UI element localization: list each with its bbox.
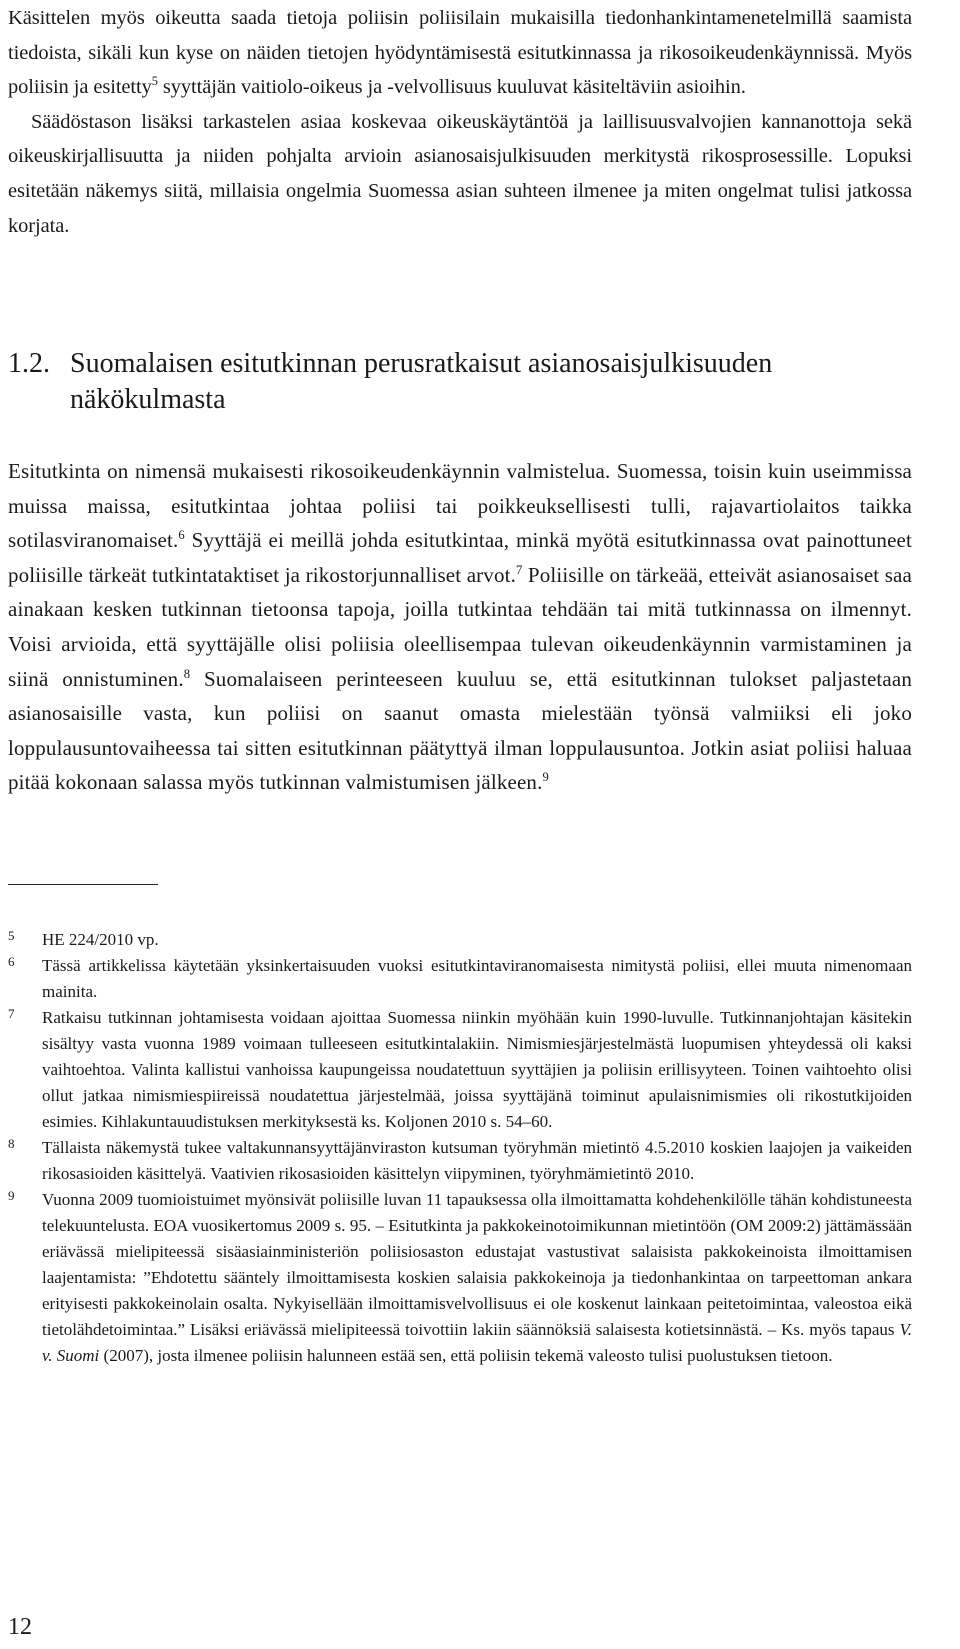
section-title: Suomalaisen esitutkinnan perusratkaisut asianosaisjulkisuuden näkökulmasta (70, 348, 773, 415)
footnote-number: 5 (8, 928, 15, 943)
section-paragraph: Esitutkinta on nimensä mukaisesti rikosoikeudenkäynnin valmistelua. Suomessa, toisin kuin useimmissa muissa maissa, esitutkintaa johtaa poliisi tai poikkeuksellisesti tulli, rajavartiolaitos taikka sotilasviranomaiset.$^6$ Syyttäjä ei meillä johda esitutkintaa, minkä myötä esitutkinnassa ovat painottuneet poliisille tärkeät tutkintataktiset ja rikostorjunnalliset arvot.$^7$ Poliisille on tärkeää, etteivät asianosaiset saa ainakaan kesken tutkinnan tietoonsa tapoja, joilla tutkintaa tehdään tai mitä tutkinnassa on ilmennyt. Voisi arvioida, että syyttäjälle olisi poliisia oleellisempaa tulevan oikeudenkäynnin varmistaminen ja siinä onnistuminen.$^8$ Suomalaiseen perinteeseen kuuluu se, että esitutkinnan tulokset paljastetaan asianosaisille vasta, kun poliisi on saanut omasta mielestään työnsä valmiiksi eli joko loppulausuntovaiheessa tai sitten esitutkinnan päätyttyä ilman loppulausuntoa. Jotkin asiat poliisi haluaa pitää kokonaan salassa myös tutkinnan valmistumisen jälkeen.$^9$ (8, 459, 913, 795)
footnote-ref-6[interactable]: 6 (178, 528, 185, 542)
intro-paragraph-1: Käsittelen myös oikeutta saada tietoja poliisin poliisilain mukaisilla tiedonhankintamenetelmillä saamista tiedoista, sikäli kun kyse on näiden tietojen hyödyntämisestä esitutkinnassa ja rikosoikeudenkäynnissä. Myös poliisin ja esitetty$^5$ syyttäjän vaitiolo-oikeus ja -velvollisuus kuuluvat käsiteltäviin asioihin. (8, 7, 912, 99)
footnote-ref-5[interactable]: 5 (151, 74, 158, 89)
footnote-number: 8 (8, 1136, 15, 1151)
intro-text (8, 1, 912, 243)
footnote-number: 7 (8, 1006, 15, 1021)
footnote-text: Ratkaisu tutkinnan johtamisesta voidaan ajoittaa Suomessa niinkin myöhään kuin 1990-luvulle. Tutkinnanjohtajan käsitekin sisältyy vasta vuonna 1989 voimaan tulleeseen esitutkintalakiin. Nimismiesjärjestelmästä luopumisen yhteydessä oli kaksi vaihtoehtoa. Valinta kallistui vanhoissa kaupungeissa noudatettuun syyttäjien ja poliisin erillisyyteen. Toinen vaihtoehto olisi ollut jatkaa nimismiespiireissä noudatettua järjestelmää, joissa syyttäjänä toiminut apulaisnimismies oli rikostutkijoiden esimies. Kihlakuntauudistuksen merkityksestä ks. Koljonen 2010 s. 54–60. (42, 1008, 912, 1131)
page-number: 12 (8, 1614, 32, 1640)
footnote-6 (8, 953, 912, 1005)
footnote-ref-9[interactable]: 9 (542, 770, 549, 785)
footnote-ref-8[interactable]: 8 (183, 666, 191, 681)
footnote-text: Vuonna 2009 tuomioistuimet myönsivät poliisille luvan 11 tapauksessa olla ilmoittamatta kohdehenkilölle tähän kohdistuneesta telekuuntelusta. EOA vuosikertomus 2009 s. 95. – Esitutkinta ja pakkokeinotoimikunnan mietintöön (OM 2009:2) jättämässään eriävässä mielipiteessä sisäasiainministeriön poliisiosaston edustajat vastustivat salaisista pakkokeinoista ilmoittamisen laajentamista: ”Ehdotettu sääntely ilmoittamisesta koskien salaisia pakkokeinoja ja tiedonhankintaa on tarpeettoman ankara erityisesti pakkokeinolain osalta. Nykyisellään ilmoittamisvelvollisuus ei ole koskenut lainkaan peitetoimintaa, valeostoa eikä tietolähdetoimintaa.” Lisäksi eriävässä mielipiteessä toivottiin lakiin säännöksiä salaisesta kotietsinnästä. – Ks. myös tapaus V. v. Suomi (2007), josta ilmenee poliisin halunneen estää sen, että poliisin tekemä valeosto tulisi puolustuksen tietoon. (42, 1190, 912, 1365)
footnote-text: HE 224/2010 vp. (42, 930, 159, 949)
footnote-number: 9 (8, 1188, 15, 1203)
footnote-7 (8, 1005, 912, 1135)
footnote-text: Tällaista näkemystä tukee valtakunnansyyttäjänviraston kutsuman työryhmän mietintö 4.5.2010 koskien laajojen ja vaikeiden rikosasioiden käsittelyä. Vaativien rikosasioiden käsittelyn viipyminen, työryhmämietintö 2010. (42, 1138, 912, 1183)
case-name: V. v. Suomi (42, 1320, 912, 1365)
footnote-number: 6 (8, 954, 15, 969)
footnote-8 (8, 1135, 912, 1187)
section-heading (8, 346, 912, 418)
footnote-9 (8, 1187, 912, 1369)
footnotes (8, 927, 912, 1369)
section-number: 1.2. (8, 348, 50, 379)
footnote-ref-7[interactable]: 7 (516, 562, 523, 577)
intro-paragraph-2: Säädöstason lisäksi tarkastelen asiaa koskevaa oikeuskäytäntöä ja laillisuusvalvojien kannanottoja sekä oikeuskirjallisuutta ja niiden pohjalta arvioin asianosaisjulkisuuden merkitystä rikosprosessille. Lopuksi esitetään näkemys siitä, millaisia ongelmia Suomessa asian suhteen ilmenee ja miten ongelmat tulisi jatkossa korjata. (8, 110, 912, 237)
section-body (8, 454, 912, 800)
footnote-5 (8, 927, 912, 953)
footnote-divider (8, 884, 158, 885)
footnote-text: Tässä artikkelissa käytetään yksinkertaisuuden vuoksi esitutkintaviranomaisesta nimitystä poliisi, ellei muuta nimenomaan mainita. (42, 956, 912, 1001)
